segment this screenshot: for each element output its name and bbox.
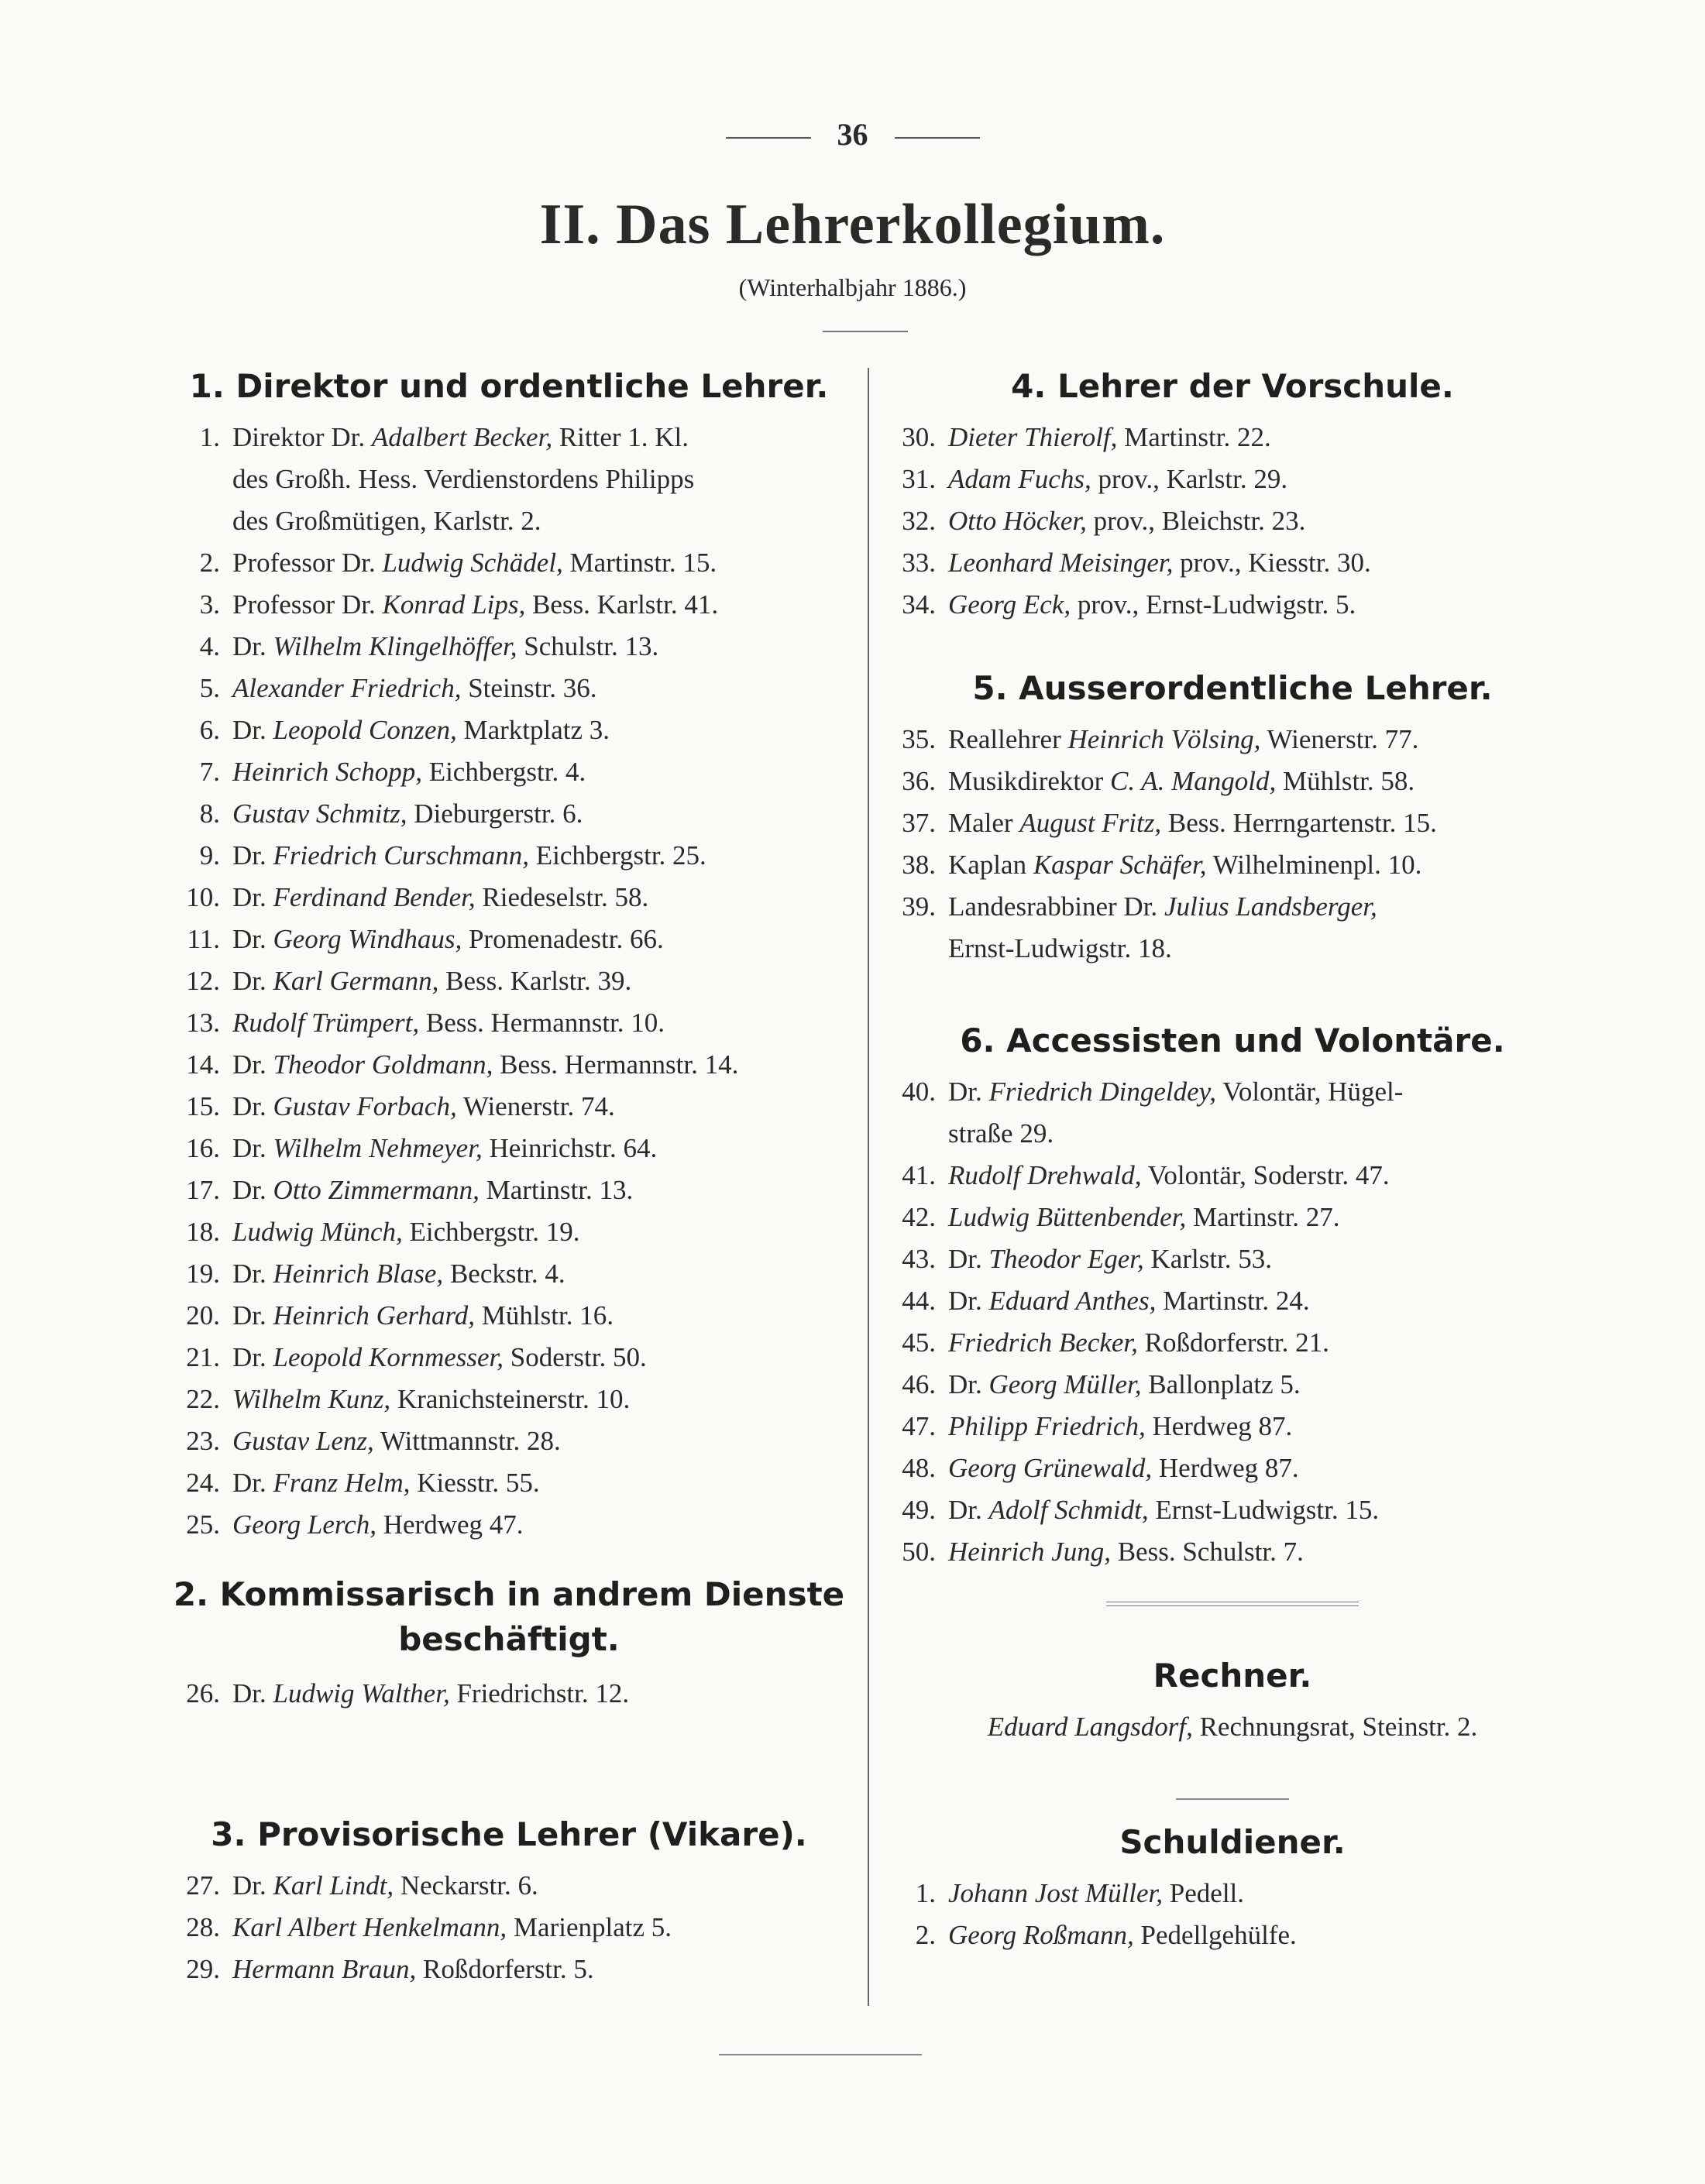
- entry-name: Adolf Schmidt,: [988, 1495, 1149, 1525]
- entry-name: Otto Zimmermann,: [273, 1175, 480, 1205]
- entry-number: 50.: [902, 1537, 936, 1567]
- entry-continuation: straße 29.: [948, 1118, 1054, 1149]
- entry-title: Dr.: [232, 1468, 273, 1498]
- entry-address: Riedeselstr. 58.: [475, 882, 649, 912]
- entry-address: prov., Karlstr. 29.: [1091, 464, 1288, 494]
- entry-name: Ludwig Walther,: [273, 1678, 450, 1708]
- entry-number: 16.: [186, 1133, 220, 1163]
- list-item: [888, 1406, 1577, 1447]
- list-item: [888, 1531, 1577, 1573]
- rechner-name: Eduard Langsdorf,: [987, 1712, 1193, 1742]
- entry-name: August Fritz,: [1019, 808, 1162, 838]
- entry-name: Alexander Friedrich,: [232, 673, 462, 703]
- entry-name: Gustav Schmitz,: [232, 798, 407, 829]
- list-item: [172, 793, 846, 835]
- entry-title: Dr.: [232, 1091, 273, 1121]
- entry-name: Hermann Braun,: [232, 1954, 417, 1984]
- list-item: [172, 1907, 846, 1949]
- entry-number: 47.: [902, 1411, 936, 1441]
- entry-number: 38.: [902, 850, 936, 880]
- entry-title: Professor Dr.: [232, 589, 383, 620]
- entry-title: Dr.: [232, 1300, 273, 1331]
- entry-title: Dr.: [232, 715, 273, 745]
- list-item: [888, 1873, 1577, 1914]
- section-6-list: [888, 1071, 1577, 1573]
- entry-title: Dr.: [948, 1244, 989, 1274]
- entry-address: Martinstr. 15.: [562, 548, 717, 578]
- entry-number: 10.: [186, 882, 220, 912]
- entry-name: Philipp Friedrich,: [948, 1411, 1146, 1441]
- section-5-heading: 5. Ausserordentliche Lehrer.: [972, 669, 1493, 707]
- list-item: [888, 1197, 1577, 1238]
- entry-continuation: des Großh. Hess. Verdienstordens Philipps: [232, 464, 695, 494]
- entry-name: Leonhard Meisinger,: [948, 548, 1174, 578]
- entry-name: Wilhelm Nehmeyer,: [273, 1133, 483, 1163]
- entry-address: Soderstr. 50.: [504, 1342, 647, 1372]
- section-4-heading: 4. Lehrer der Vorschule.: [1011, 367, 1454, 405]
- section-3-heading: 3. Provisorische Lehrer (Vikare).: [211, 1815, 807, 1853]
- entry-name: Friedrich Dingeldey,: [988, 1077, 1217, 1107]
- entry-number: 14.: [186, 1049, 220, 1080]
- entry-address: Beckstr. 4.: [443, 1259, 565, 1289]
- list-item: [888, 584, 1577, 626]
- entry-number: 46.: [902, 1369, 936, 1399]
- list-item: [888, 844, 1577, 886]
- list-item: [172, 1420, 846, 1462]
- list-item: [172, 1337, 846, 1379]
- entry-title: Dr.: [232, 966, 273, 996]
- entry-number: 40.: [902, 1077, 936, 1107]
- entry-address: prov., Bleichstr. 23.: [1086, 506, 1306, 536]
- entry-name: Friedrich Becker,: [948, 1327, 1138, 1358]
- entry-name: Gustav Forbach,: [273, 1091, 457, 1121]
- list-item: [172, 542, 846, 584]
- list-item: [888, 1280, 1577, 1322]
- list-item: [172, 1128, 846, 1169]
- entry-address: Wilhelminenpl. 10.: [1206, 850, 1422, 880]
- list-item: [172, 1462, 846, 1504]
- entry-name: Wilhelm Kunz,: [232, 1384, 391, 1414]
- entry-title: Dr.: [232, 1133, 273, 1163]
- entry-name: Franz Helm,: [273, 1468, 411, 1498]
- entry-address: Schulstr. 13.: [517, 631, 659, 661]
- page-number-line: [0, 116, 1705, 153]
- entry-number: 6.: [199, 715, 220, 745]
- entry-name: Wilhelm Klingelhöffer,: [273, 631, 517, 661]
- entry-title: Dr.: [948, 1286, 989, 1316]
- entry-address: Karlstr. 53.: [1143, 1244, 1273, 1274]
- entry-number: 9.: [199, 840, 220, 871]
- page-subtitle: (Winterhalbjahr 1886.): [738, 273, 967, 301]
- entry-name: Adam Fuchs,: [948, 464, 1091, 494]
- section-2-heading: [172, 1572, 846, 1662]
- entry-address: Roßdorferstr. 5.: [416, 1954, 594, 1984]
- entry-number: 29.: [186, 1954, 220, 1984]
- entry-number: 17.: [186, 1175, 220, 1205]
- entry-address: Bess. Karlstr. 41.: [525, 589, 719, 620]
- entry-continuation: Ernst-Ludwigstr. 18.: [948, 933, 1172, 963]
- entry-address: Marktplatz 3.: [456, 715, 610, 745]
- entry-address: Kiesstr. 55.: [410, 1468, 540, 1498]
- section-3: [172, 1812, 846, 1990]
- list-item: [172, 919, 846, 960]
- entry-address: Pedell.: [1163, 1878, 1245, 1908]
- list-item: [172, 1211, 846, 1253]
- entry-name: Georg Eck,: [948, 589, 1071, 620]
- entry-address: Pedellgehülfe.: [1133, 1920, 1297, 1950]
- entry-address: Martinstr. 13.: [479, 1175, 634, 1205]
- entry-address: Martinstr. 24.: [1156, 1286, 1310, 1316]
- entry-name: Konrad Lips,: [382, 589, 526, 620]
- entry-number: 1.: [199, 422, 220, 452]
- entry-name: Adalbert Becker,: [371, 422, 553, 452]
- list-item: [172, 1673, 846, 1715]
- section-6: [888, 1018, 1577, 1573]
- entry-address: Eichbergstr. 25.: [529, 840, 706, 871]
- list-item: [172, 1295, 846, 1337]
- list-item: [888, 1447, 1577, 1489]
- entry-name: Heinrich Gerhard,: [273, 1300, 476, 1331]
- page-title: II. Das Lehrerkollegium.: [539, 193, 1166, 256]
- rechner-entry: [888, 1706, 1577, 1748]
- entry-address: Bess. Herrngartenstr. 15.: [1161, 808, 1437, 838]
- entry-title: Dr.: [232, 1678, 273, 1708]
- section-1-list: [172, 417, 846, 1546]
- entry-title: Dr.: [232, 840, 273, 871]
- entry-number: 1.: [915, 1878, 936, 1908]
- entry-number: 44.: [902, 1286, 936, 1316]
- list-item: [888, 761, 1577, 802]
- list-item: [172, 1379, 846, 1420]
- entry-number: 31.: [902, 464, 936, 494]
- list-item: [172, 1044, 846, 1086]
- entry-number: 22.: [186, 1384, 220, 1414]
- entry-name: Gustav Lenz,: [232, 1426, 374, 1456]
- entry-title: Musikdirektor: [948, 766, 1111, 796]
- entry-title: Dr.: [948, 1369, 989, 1399]
- entry-name: Ludwig Büttenbender,: [948, 1202, 1187, 1232]
- entry-name: Karl Germann,: [273, 966, 439, 996]
- entry-number: 23.: [186, 1426, 220, 1456]
- rechner-rule: [1106, 1602, 1359, 1606]
- entry-name: Ludwig Münch,: [232, 1217, 403, 1247]
- entry-number: 8.: [199, 798, 220, 829]
- entry-name: Georg Müller,: [988, 1369, 1142, 1399]
- entry-name: Heinrich Blase,: [273, 1259, 444, 1289]
- entry-title: Dr.: [232, 924, 273, 954]
- entry-address: Mühlstr. 16.: [475, 1300, 614, 1331]
- entry-address: Friedrichstr. 12.: [449, 1678, 630, 1708]
- entry-number: 36.: [902, 766, 936, 796]
- entry-number: 18.: [186, 1217, 220, 1247]
- entry-number: 19.: [186, 1259, 220, 1289]
- entry-title: Landesrabbiner Dr.: [948, 891, 1164, 922]
- dash-right: [895, 137, 980, 139]
- list-item: [888, 1071, 1577, 1155]
- entry-address: Promenadestr. 66.: [462, 924, 664, 954]
- entry-name: Rudolf Trümpert,: [232, 1008, 420, 1038]
- entry-address: Steinstr. 36.: [461, 673, 597, 703]
- entry-name: Leopold Conzen,: [273, 715, 457, 745]
- list-item: [888, 542, 1577, 584]
- entry-number: 33.: [902, 548, 936, 578]
- entry-number: 4.: [199, 631, 220, 661]
- list-item: [888, 500, 1577, 542]
- entry-address: Heinrichstr. 64.: [482, 1133, 658, 1163]
- schuldiener-list: [888, 1873, 1577, 1956]
- entry-number: 2.: [915, 1920, 936, 1950]
- entry-number: 35.: [902, 724, 936, 754]
- entry-name: Julius Landsberger,: [1164, 891, 1377, 922]
- entry-address: Neckarstr. 6.: [394, 1870, 538, 1901]
- entry-name: Johann Jost Müller,: [948, 1878, 1164, 1908]
- entry-name: Otto Höcker,: [948, 506, 1087, 536]
- entry-address: Herdweg 87.: [1145, 1411, 1293, 1441]
- entry-number: 34.: [902, 589, 936, 620]
- entry-title: Dr.: [948, 1077, 989, 1107]
- entry-address: Bess. Schulstr. 7.: [1110, 1537, 1304, 1567]
- entry-address: Volontär, Soderstr. 47.: [1141, 1160, 1390, 1190]
- entry-title: Dr.: [232, 1870, 273, 1901]
- entry-name: Dieter Thierolf,: [948, 422, 1118, 452]
- list-item: [172, 1504, 846, 1546]
- entry-number: 49.: [902, 1495, 936, 1525]
- section-4: [888, 364, 1577, 626]
- list-item: [172, 1002, 846, 1044]
- list-item: [172, 1086, 846, 1128]
- entry-number: 13.: [186, 1008, 220, 1038]
- entry-name: Karl Lindt,: [273, 1870, 394, 1901]
- entry-number: 15.: [186, 1091, 220, 1121]
- list-item: [172, 1949, 846, 1990]
- entry-number: 5.: [199, 673, 220, 703]
- entry-title: Reallehrer: [948, 724, 1068, 754]
- entry-name: Georg Roßmann,: [948, 1920, 1134, 1950]
- entry-number: 3.: [199, 589, 220, 620]
- list-item: [172, 751, 846, 793]
- list-item: [888, 1489, 1577, 1531]
- entry-name: Ferdinand Bender,: [273, 882, 476, 912]
- entry-address: Eichbergstr. 4.: [421, 757, 586, 787]
- entry-address: Bess. Hermannstr. 10.: [419, 1008, 665, 1038]
- page-number: 36: [837, 117, 868, 152]
- section-1: [172, 364, 846, 1546]
- entry-address: Herdweg 47.: [376, 1509, 524, 1540]
- list-item: [888, 1155, 1577, 1197]
- footer-rule: [719, 2054, 922, 2055]
- section-2-heading-line2: beschäftigt.: [398, 1620, 620, 1658]
- list-item: [888, 719, 1577, 761]
- entry-number: 42.: [902, 1202, 936, 1232]
- entry-address: Ballonplatz 5.: [1141, 1369, 1301, 1399]
- section-3-list: [172, 1865, 846, 1990]
- entry-address: prov., Ernst-Ludwigstr. 5.: [1071, 589, 1356, 620]
- entry-address: Marienplatz 5.: [507, 1912, 672, 1942]
- entry-title: Maler: [948, 808, 1020, 838]
- entry-number: 24.: [186, 1468, 220, 1498]
- rechner-heading: Rechner.: [1153, 1657, 1312, 1695]
- section-2-list: [172, 1673, 846, 1715]
- entry-address: Wienerstr. 77.: [1260, 724, 1419, 754]
- entry-name: Georg Grünewald,: [948, 1453, 1153, 1483]
- entry-name: Heinrich Schopp,: [232, 757, 422, 787]
- entry-number: 11.: [187, 924, 220, 954]
- entry-name: Leopold Kornmesser,: [273, 1342, 504, 1372]
- entry-address: Kranichsteinerstr. 10.: [390, 1384, 631, 1414]
- entry-name: Heinrich Jung,: [948, 1537, 1111, 1567]
- entry-name: Kaspar Schäfer,: [1033, 850, 1207, 880]
- list-item: [888, 1914, 1577, 1956]
- list-item: [172, 417, 846, 542]
- entry-title: Dr.: [948, 1495, 989, 1525]
- entry-title: Dr.: [232, 631, 273, 661]
- entry-number: 41.: [902, 1160, 936, 1190]
- section-6-heading: 6. Accessisten und Volontäre.: [960, 1022, 1505, 1059]
- title-rule: [823, 331, 908, 332]
- entry-name: Rudolf Drehwald,: [948, 1160, 1142, 1190]
- entry-address: Bess. Hermannstr. 14.: [493, 1049, 739, 1080]
- list-item: [888, 1322, 1577, 1364]
- list-item: [888, 458, 1577, 500]
- entry-address: Eichbergstr. 19.: [402, 1217, 580, 1247]
- list-item: [172, 668, 846, 709]
- entry-address: Wittmannstr. 28.: [373, 1426, 561, 1456]
- list-item: [172, 835, 846, 877]
- section-schuldiener: [888, 1820, 1577, 1956]
- section-5: [888, 666, 1577, 970]
- entry-continuation: des Großmütigen, Karlstr. 2.: [232, 506, 541, 536]
- entry-name: Karl Albert Henkelmann,: [232, 1912, 507, 1942]
- entry-number: 27.: [186, 1870, 220, 1901]
- section-2-heading-line1: 2. Kommissarisch in andrem Dienste: [173, 1575, 845, 1613]
- entry-number: 7.: [199, 757, 220, 787]
- entry-address: Volontär, Hügel-: [1216, 1077, 1404, 1107]
- section-4-list: [888, 417, 1577, 626]
- entry-title: Professor Dr.: [232, 548, 383, 578]
- entry-title: Dr.: [232, 882, 273, 912]
- entry-address: Ritter 1. Kl.: [552, 422, 689, 452]
- entry-number: 32.: [902, 506, 936, 536]
- schuldiener-heading: Schuldiener.: [1119, 1823, 1346, 1861]
- list-item: [172, 1253, 846, 1295]
- entry-number: 12.: [186, 966, 220, 996]
- entry-title: Direktor Dr.: [232, 422, 372, 452]
- entry-name: Theodor Eger,: [988, 1244, 1144, 1274]
- list-item: [888, 417, 1577, 458]
- entry-number: 48.: [902, 1453, 936, 1483]
- list-item: [888, 1238, 1577, 1280]
- section-rechner: [888, 1653, 1577, 1748]
- entry-address: Ernst-Ludwigstr. 15.: [1148, 1495, 1380, 1525]
- entry-address: Martinstr. 22.: [1117, 422, 1271, 452]
- entry-name: Friedrich Curschmann,: [273, 840, 530, 871]
- entry-number: 37.: [902, 808, 936, 838]
- entry-title: Kaplan: [948, 850, 1033, 880]
- entry-number: 2.: [199, 548, 220, 578]
- entry-number: 25.: [186, 1509, 220, 1540]
- entry-name: Georg Windhaus,: [273, 924, 462, 954]
- list-item: [172, 960, 846, 1002]
- entry-address: Herdweg 87.: [1152, 1453, 1299, 1483]
- entry-address: prov., Kiesstr. 30.: [1173, 548, 1371, 578]
- entry-address: Roßdorferstr. 21.: [1137, 1327, 1329, 1358]
- entry-title: Dr.: [232, 1049, 273, 1080]
- entry-number: 21.: [186, 1342, 220, 1372]
- rechner-detail: Rechnungsrat, Steinstr. 2.: [1192, 1712, 1478, 1742]
- list-item: [172, 626, 846, 668]
- entry-name: Eduard Anthes,: [988, 1286, 1157, 1316]
- entry-number: 28.: [186, 1912, 220, 1942]
- schuldiener-rule: [1176, 1798, 1289, 1800]
- entry-name: Georg Lerch,: [232, 1509, 376, 1540]
- entry-name: Heinrich Völsing,: [1067, 724, 1261, 754]
- entry-number: 26.: [186, 1678, 220, 1708]
- entry-number: 45.: [902, 1327, 936, 1358]
- entry-number: 39.: [902, 891, 936, 922]
- entry-address: Wienerstr. 74.: [456, 1091, 615, 1121]
- entry-number: 30.: [902, 422, 936, 452]
- list-item: [172, 1865, 846, 1907]
- list-item: [172, 877, 846, 919]
- entry-address: Martinstr. 27.: [1186, 1202, 1340, 1232]
- entry-title: Dr.: [232, 1259, 273, 1289]
- list-item: [172, 1169, 846, 1211]
- section-2: [172, 1572, 846, 1715]
- entry-number: 20.: [186, 1300, 220, 1331]
- list-item: [888, 886, 1577, 970]
- entry-title: Dr.: [232, 1342, 273, 1372]
- entry-name: Theodor Goldmann,: [273, 1049, 493, 1080]
- list-item: [888, 1364, 1577, 1406]
- list-item: [172, 709, 846, 751]
- entry-address: Bess. Karlstr. 39.: [438, 966, 632, 996]
- list-item: [888, 802, 1577, 844]
- entry-address: Dieburgerstr. 6.: [407, 798, 583, 829]
- entry-title: Dr.: [232, 1175, 273, 1205]
- dash-left: [726, 137, 811, 139]
- column-divider: [868, 368, 869, 2006]
- list-item: [172, 584, 846, 626]
- entry-number: 43.: [902, 1244, 936, 1274]
- entry-name: Ludwig Schädel,: [382, 548, 563, 578]
- section-5-list: [888, 719, 1577, 970]
- entry-address: Mühlstr. 58.: [1276, 766, 1415, 796]
- section-1-heading: 1. Direktor und ordentliche Lehrer.: [189, 367, 829, 405]
- entry-name: C. A. Mangold,: [1110, 766, 1277, 796]
